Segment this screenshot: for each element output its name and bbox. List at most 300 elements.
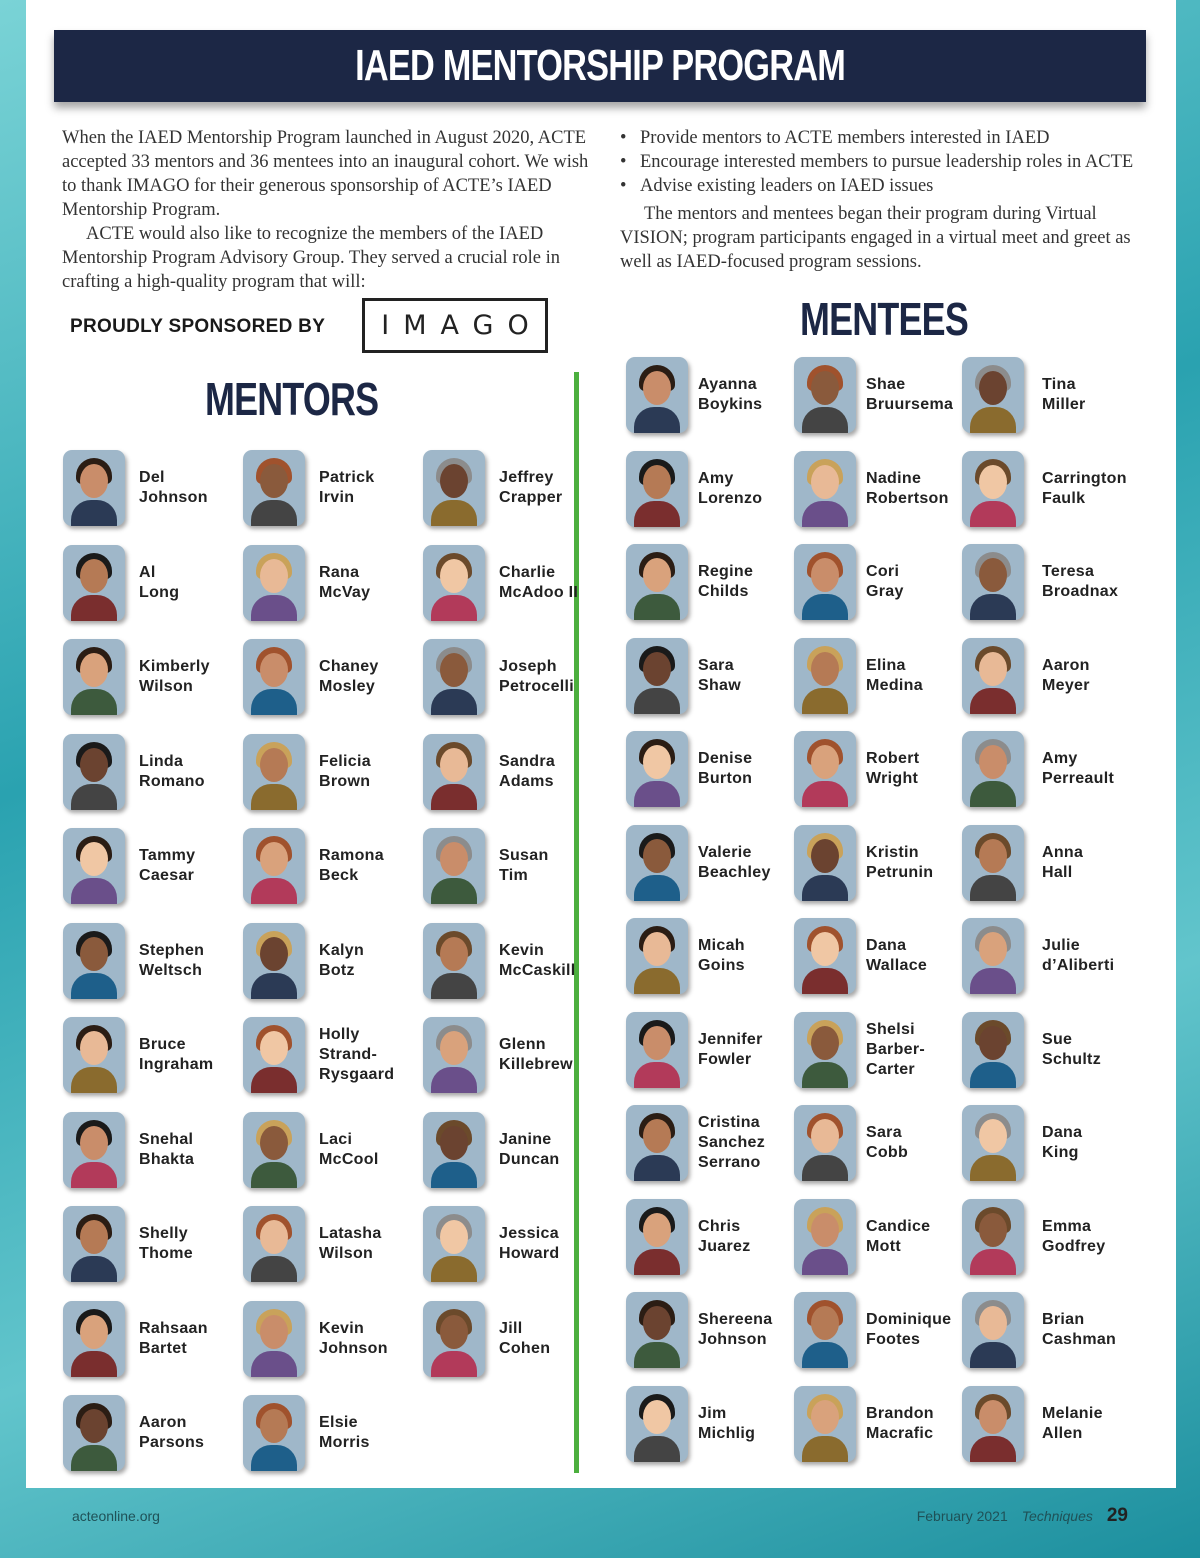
headshot-photo [962,638,1024,714]
name-line: Snehal [139,1130,194,1148]
name-line: Ayanna [698,376,758,393]
name-line: Strand- [319,1046,378,1063]
headshot-photo [423,545,485,621]
name-line: Morris [319,1434,370,1451]
headshot-photo [962,918,1024,994]
name-line: Nadine [866,469,922,487]
person-name [1042,1123,1162,1163]
headshot-photo [243,1395,305,1471]
person-card [423,1206,597,1286]
person-name [139,846,259,886]
headshot-photo [63,450,125,526]
person-name [139,1035,259,1075]
footer-date: February 2021 [916,1508,1008,1524]
headshot-photo [626,544,688,620]
headshot-photo [794,1012,856,1088]
name-line: Godfrey [1042,1237,1106,1255]
person-card [962,1199,1124,1279]
headshot-photo [63,545,125,621]
footer-info [917,1505,1128,1527]
name-line: Robert [866,750,920,767]
headshot-photo [962,544,1024,620]
name-line: Shae [866,376,906,393]
name-line: Jennifer [698,1030,763,1048]
name-line: Robertson [866,489,949,507]
person-card [243,734,417,814]
name-line: Bhakta [139,1150,195,1168]
person-name [139,752,259,792]
person-name [139,657,259,697]
person-card [794,1386,956,1466]
name-line: Botz [319,961,355,979]
name-line: Caesar [139,867,195,884]
name-line: Juarez [698,1237,751,1255]
person-name [319,941,439,981]
name-line: Burton [698,770,753,787]
sponsor-label: PROUDLY SPONSORED BY [70,316,326,337]
name-line: Valerie [698,843,752,861]
name-line: Mosley [319,678,376,695]
name-line: Ramona [319,847,384,864]
bullet-item: • Provide mentors to ACTE members interested in IAED [620,126,1165,150]
name-line: Bruce [139,1036,186,1053]
name-line: Jim [698,1404,727,1422]
name-line: Macrafic [866,1424,934,1442]
name-line: Amy [698,469,734,487]
name-line: Chaney [319,658,379,675]
name-line: Laci [319,1130,353,1148]
name-line: Serrano [698,1154,761,1171]
headshot-photo [794,1386,856,1462]
person-name [319,563,439,603]
name-line: Cori [866,563,900,580]
headshot-photo [423,1112,485,1188]
name-line: Sue [1042,1030,1073,1048]
person-card [626,451,788,531]
name-line: Shelly [139,1225,188,1242]
person-card [63,734,237,814]
name-line: d’Aliberti [1042,957,1115,974]
name-line: Brandon [866,1404,934,1422]
name-line: Kristin [866,843,919,861]
headshot-photo [423,1017,485,1093]
headshot-photo [794,1292,856,1368]
person-name [1042,1310,1162,1350]
name-line: Brown [319,772,371,790]
headshot-photo [962,357,1024,433]
intro-left-column [62,126,594,294]
name-line: Killebrew [499,1056,573,1073]
person-card [794,357,956,437]
person-name [319,846,439,886]
name-line: Petrunin [866,863,934,881]
headshot-photo [243,545,305,621]
person-card [63,923,237,1003]
name-line: Parsons [139,1434,205,1451]
person-card [962,918,1124,998]
name-line: Kalyn [319,941,365,959]
person-name [319,1025,439,1085]
name-line: Hall [1042,863,1073,881]
headshot-photo [626,918,688,994]
name-line: Broadnax [1042,583,1119,600]
name-line: Brian [1042,1311,1085,1328]
headshot-photo [243,734,305,810]
name-line: Teresa [1042,563,1095,580]
person-card [626,731,788,811]
person-card [794,918,956,998]
person-name [499,1130,619,1170]
name-line: Stephen [139,941,205,959]
name-line: Cashman [1042,1331,1117,1348]
title-banner [54,30,1146,102]
headshot-photo [962,731,1024,807]
name-line: McCaskill [499,961,576,979]
imago-logo [362,298,548,353]
name-line: Sara [866,1124,902,1141]
footer-magazine: Techniques [1021,1508,1093,1524]
name-line: Rysgaard [319,1066,395,1083]
headshot-photo [962,451,1024,527]
person-card [962,451,1127,531]
person-name [139,1413,259,1453]
headshot-photo [626,825,688,901]
person-card [962,1105,1124,1185]
name-line: Rahsaan [139,1319,208,1337]
name-line: Joseph [499,658,557,675]
name-line: Del [139,469,165,486]
person-card [962,1292,1124,1372]
name-line: Jill [499,1319,523,1337]
person-name [139,563,259,603]
person-name [1042,562,1162,602]
headshot-photo [63,639,125,715]
name-line: Elina [866,656,906,674]
person-card [962,544,1124,624]
name-line: Rana [319,563,360,581]
person-card [626,918,788,998]
person-card [63,545,237,625]
person-card [243,1395,417,1475]
name-line: Wilson [139,678,194,695]
person-card [63,1206,237,1286]
name-line: Julie [1042,937,1080,954]
name-line: Aaron [139,1414,187,1431]
headshot-photo [423,923,485,999]
name-line: Kevin [319,1319,365,1337]
name-line: Lorenzo [698,489,763,507]
name-line: McAdoo II [499,583,579,601]
person-name [499,468,619,508]
person-name [499,846,619,886]
bullet-item: • Encourage interested members to pursue leadership roles in ACTE [620,150,1165,174]
person-name [319,1130,439,1170]
person-card [626,1012,788,1092]
name-line: Charlie [499,563,556,581]
headshot-photo [626,1386,688,1462]
footer-website: acteonline.org [72,1508,160,1524]
name-line: Bartet [139,1339,188,1357]
name-line: Tina [1042,376,1076,393]
name-line: Howard [499,1245,560,1262]
name-line: Felicia [319,752,371,770]
headshot-photo [962,1012,1024,1088]
name-line: Wilson [319,1245,374,1262]
name-line: Glenn [499,1036,546,1053]
person-card [962,731,1124,811]
person-card [794,1105,956,1185]
headshot-photo [423,734,485,810]
name-line: Melanie [1042,1404,1103,1422]
logo-text: IMAGO [381,310,543,341]
headshot-photo [423,828,485,904]
headshot-photo [794,1105,856,1181]
person-card [63,1395,237,1475]
name-line: Thome [139,1245,193,1262]
name-line: Dominique [866,1311,952,1328]
headshot-photo [626,451,688,527]
name-line: Miller [1042,396,1086,413]
person-name [319,1413,439,1453]
headshot-photo [794,357,856,433]
headshot-photo [626,638,688,714]
person-card [63,639,237,719]
person-card [962,825,1124,905]
headshot-photo [962,1386,1024,1462]
name-line: Romano [139,772,205,790]
person-name [319,468,439,508]
headshot-photo [63,1395,125,1471]
name-line: Aaron [1042,656,1090,674]
name-line: Carter [866,1060,915,1078]
headshot-photo [243,923,305,999]
name-line: Candice [866,1217,931,1235]
headshot-photo [423,639,485,715]
person-card [63,1112,237,1192]
headshot-photo [63,1206,125,1282]
headshot-photo [962,1199,1024,1275]
headshot-photo [63,923,125,999]
person-card [63,450,237,530]
name-line: Shereena [698,1311,773,1328]
name-line: Sara [698,656,734,674]
person-card [962,1386,1124,1466]
name-line: Holly [319,1026,360,1043]
headshot-photo [626,1292,688,1368]
name-line: Goins [698,957,745,974]
name-line: Long [139,583,180,601]
person-name [499,1319,619,1359]
name-line: Wallace [866,957,928,974]
name-line: McVay [319,583,371,601]
name-line: Shaw [698,676,741,694]
person-name [1042,843,1162,883]
headshot-photo [423,1301,485,1377]
name-line: Childs [698,583,749,600]
name-line: Meyer [1042,676,1090,694]
person-name [139,941,259,981]
name-line: King [1042,1144,1079,1161]
person-card [962,638,1124,718]
name-line: Tammy [139,847,196,864]
person-name [319,1224,439,1264]
person-name [1042,656,1162,696]
person-card [243,639,417,719]
name-line: Ingraham [139,1056,214,1073]
name-line: Denise [698,750,753,767]
person-card [63,1017,237,1097]
person-card [63,828,237,908]
name-line: Perreault [1042,770,1115,787]
person-card [423,545,597,625]
person-name [1042,1217,1162,1257]
name-line: Johnson [139,489,208,506]
name-line: McCool [319,1150,379,1168]
person-card [794,544,956,624]
person-name [1042,375,1162,415]
person-name [1042,749,1162,789]
name-line: Chris [698,1217,741,1235]
name-line: Footes [866,1331,921,1348]
page-number: 29 [1106,1505,1128,1526]
headshot-photo [626,1105,688,1181]
headshot-photo [626,1199,688,1275]
name-line: Beck [319,867,359,884]
name-line: Sandra [499,752,556,770]
person-name [319,752,439,792]
headshot-photo [423,1206,485,1282]
headshot-photo [962,1105,1024,1181]
name-line: Weltsch [139,961,203,979]
person-card [626,357,788,437]
person-card [423,1017,597,1097]
name-line: Irvin [319,489,355,506]
person-card [626,825,788,905]
person-card [243,828,417,908]
name-line: Susan [499,847,549,864]
headshot-photo [794,825,856,901]
headshot-photo [423,450,485,526]
person-card [626,1199,788,1279]
name-line: Gray [866,583,904,600]
headshot-photo [794,731,856,807]
name-line: Duncan [499,1150,560,1168]
name-line: Tim [499,867,529,884]
name-line: Wright [866,770,919,787]
name-line: Boykins [698,396,763,413]
person-name [499,1035,619,1075]
headshot-photo [794,638,856,714]
name-line: Medina [866,676,923,694]
person-name [499,752,619,792]
person-name [499,657,619,697]
name-line: Jeffrey [499,469,554,486]
headshot-photo [243,828,305,904]
name-line: Dana [1042,1124,1083,1141]
person-card [962,1012,1124,1092]
person-name [1042,469,1162,509]
person-card [626,1105,788,1185]
person-name [499,941,619,981]
name-line: Mott [866,1237,901,1255]
name-line: Johnson [698,1331,767,1348]
person-name [139,1130,259,1170]
name-line: Fowler [698,1050,752,1068]
name-line: Al [139,563,156,581]
person-card [962,357,1124,437]
person-card [794,1199,956,1279]
headshot-photo [962,1292,1024,1368]
person-name [1042,1404,1162,1444]
headshot-photo [243,1112,305,1188]
name-line: Adams [499,772,554,790]
headshot-photo [243,450,305,526]
name-line: Amy [1042,750,1078,767]
person-card [626,544,788,624]
name-line: Micah [698,937,745,954]
person-name [139,468,259,508]
person-name [499,563,619,603]
name-line: Emma [1042,1217,1092,1235]
name-line: Patrick [319,469,375,486]
headshot-photo [63,1112,125,1188]
name-line: Schultz [1042,1050,1101,1068]
intro-paragraph-3: The mentors and mentees began their program during Virtual VISION; program participants engaged in a virtual meet and greet as well as IAED-focused program sessions. [620,204,1131,272]
headshot-photo [63,828,125,904]
name-line: Cohen [499,1339,551,1357]
name-line: Shelsi [866,1020,915,1038]
name-line: Regine [698,563,754,580]
person-card [794,1012,956,1092]
person-card [423,639,597,719]
name-line: Barber- [866,1040,926,1058]
mentors-heading: MENTORS [205,373,379,425]
name-line: Johnson [319,1339,388,1357]
headshot-photo [626,731,688,807]
name-line: Jessica [499,1225,559,1242]
name-line: Cristina [698,1114,760,1131]
headshot-photo [962,825,1024,901]
person-card [63,1301,237,1381]
person-name [1042,936,1162,976]
headshot-photo [243,1301,305,1377]
name-line: Allen [1042,1424,1083,1442]
headshot-photo [794,451,856,527]
person-name [319,1319,439,1359]
person-card [243,545,417,625]
person-name [139,1319,259,1359]
person-card [423,1301,597,1381]
person-card [423,923,597,1003]
name-line: Crapper [499,489,563,506]
name-line: Carrington [1042,469,1127,487]
intro-right-column [620,126,1165,274]
name-line: Janine [499,1130,552,1148]
person-name [1042,1030,1162,1070]
name-line: Linda [139,752,184,770]
name-line: Faulk [1042,489,1086,507]
headshot-photo [626,357,688,433]
person-card [794,825,956,905]
name-line: Dana [866,937,907,954]
headshot-photo [794,1199,856,1275]
headshot-photo [243,1017,305,1093]
person-card [423,734,597,814]
advisory-bullet-list [620,126,1165,198]
name-line: Latasha [319,1225,382,1242]
person-card [794,638,956,718]
name-line: Beachley [698,863,771,881]
